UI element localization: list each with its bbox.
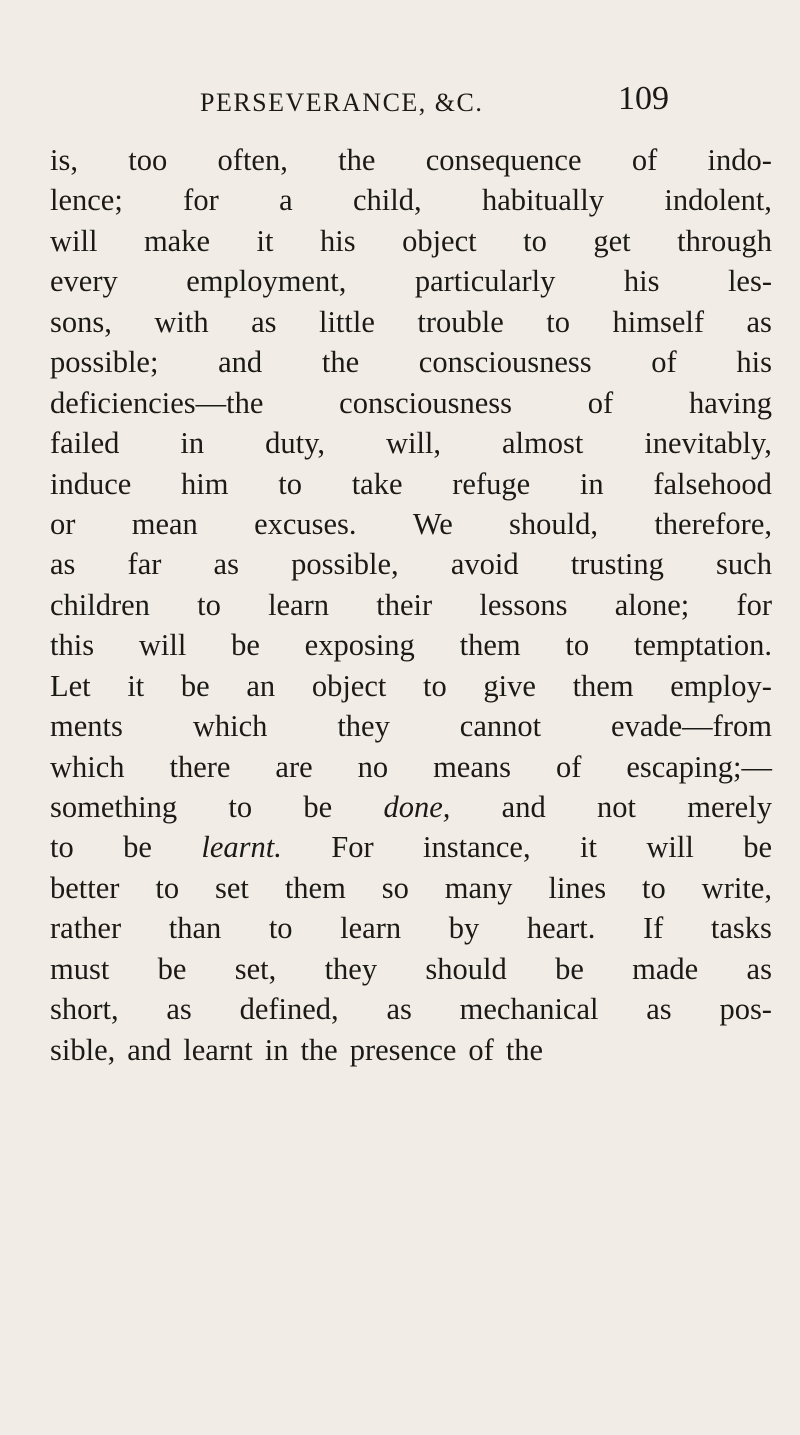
word: possible; (50, 345, 159, 380)
text-line (50, 989, 772, 1029)
word: avoid (450, 547, 519, 582)
word: himself (612, 304, 704, 339)
word: should, (509, 506, 599, 541)
word: as (251, 304, 277, 339)
word: not (597, 790, 636, 824)
word: therefore, (654, 506, 772, 541)
word: is, (50, 143, 78, 177)
word: of (651, 345, 677, 380)
word: mean (131, 506, 198, 541)
word: many (444, 870, 513, 905)
word: almost (502, 426, 584, 461)
word: duty, (265, 426, 325, 461)
word: such (716, 547, 772, 582)
word: consciousness (339, 385, 512, 420)
word: them (284, 870, 346, 905)
text-line (50, 383, 772, 423)
word: it (579, 830, 597, 865)
text-line (50, 787, 772, 827)
word: sible, (50, 1032, 116, 1067)
word: les- (727, 264, 772, 299)
word: something (50, 790, 178, 824)
word: their (376, 587, 433, 622)
word: ments (50, 709, 123, 744)
word: as (746, 951, 772, 986)
word: means (433, 749, 511, 784)
word: him (181, 466, 229, 501)
word: merely (687, 790, 772, 824)
word: which (192, 709, 268, 744)
word: pos- (719, 992, 772, 1027)
text-line (50, 464, 772, 504)
word: set (215, 870, 249, 905)
word: particularly (414, 264, 556, 299)
word: indo- (707, 143, 772, 177)
word: them (459, 628, 521, 663)
word: little (318, 304, 375, 339)
word: an (246, 668, 276, 703)
word: are (275, 749, 313, 784)
word: which (50, 749, 125, 784)
word: and (218, 345, 263, 380)
word: of (587, 385, 614, 420)
word: short, (50, 992, 119, 1027)
word: evade—from (611, 709, 772, 744)
word: the (300, 1032, 338, 1067)
word: be (231, 628, 260, 663)
word: they (324, 951, 378, 986)
page-header (0, 82, 800, 132)
word: be (303, 790, 333, 824)
text-line (50, 140, 772, 180)
word: be (157, 951, 187, 986)
word: take (351, 466, 403, 501)
word: heart. (526, 911, 596, 946)
word: set, (234, 951, 277, 986)
text-line (50, 261, 772, 301)
word: his (736, 345, 772, 380)
word: for (183, 183, 219, 218)
word: there (169, 749, 231, 784)
word: will (50, 223, 98, 258)
word: made (632, 951, 699, 986)
word: through (677, 223, 772, 258)
word: presence (349, 1032, 457, 1067)
word: a (279, 183, 293, 218)
word: object (311, 668, 387, 703)
word: to (423, 668, 447, 703)
word: trouble (417, 304, 504, 339)
word: of (468, 1032, 494, 1067)
word: Let (50, 668, 91, 703)
word: mechanical (459, 992, 599, 1027)
italic-word: done, (383, 790, 451, 824)
word: in (579, 466, 604, 501)
text-line (50, 1030, 772, 1070)
word: having (688, 385, 772, 420)
word: or (50, 506, 76, 541)
word: child, (353, 183, 422, 218)
word: tasks (710, 911, 772, 946)
page-number: 109 (618, 80, 669, 117)
word: better (50, 870, 120, 905)
word: it (127, 668, 145, 703)
word: possible, (291, 547, 399, 582)
word: the (505, 1032, 544, 1067)
word: will, (385, 426, 442, 461)
word: be (555, 951, 584, 986)
word: of (631, 143, 658, 177)
word: learnt (183, 1032, 253, 1067)
word: be (180, 668, 210, 703)
word: must (50, 951, 110, 986)
word: will (138, 628, 187, 663)
word: the (321, 345, 360, 380)
word: by (448, 911, 480, 946)
word: indolent, (664, 183, 772, 218)
word: as (213, 547, 239, 582)
text-line (50, 747, 772, 787)
word: as (746, 304, 772, 339)
word: to (278, 466, 302, 501)
word: than (168, 911, 222, 946)
word: and (501, 790, 546, 824)
word: to (642, 870, 666, 905)
word: get (593, 223, 631, 258)
word: refuge (452, 466, 531, 501)
text-line (50, 585, 772, 625)
word: temptation. (633, 628, 772, 663)
word: inevitably, (644, 426, 772, 461)
word: deficiencies—the (50, 385, 264, 420)
text-line (50, 706, 772, 746)
word: consequence (425, 143, 582, 177)
text-line (50, 666, 772, 706)
word: alone; (614, 587, 690, 622)
word: his (623, 264, 660, 299)
text-line (50, 625, 772, 665)
word: as (646, 992, 672, 1027)
word: be (123, 830, 152, 865)
word: instance, (423, 830, 531, 865)
word: lence; (50, 183, 123, 218)
text-line (50, 302, 772, 342)
word: with (154, 304, 209, 339)
word: trusting (570, 547, 664, 582)
word: children (50, 587, 150, 622)
text-line (50, 949, 772, 989)
word: as (386, 992, 412, 1027)
word: If (643, 911, 664, 946)
word: excuses. (254, 506, 357, 541)
text-line (50, 504, 772, 544)
text-line (50, 342, 772, 382)
word: cannot (459, 709, 542, 744)
text-line (50, 908, 772, 948)
word: the (338, 143, 376, 177)
word: every (50, 264, 118, 299)
word: induce (50, 466, 132, 501)
word: escaping;— (626, 749, 772, 784)
word: in (180, 426, 205, 461)
word: to (228, 790, 253, 824)
word: to (268, 911, 293, 946)
word: We (412, 506, 453, 541)
word: it (256, 223, 274, 258)
word: write, (701, 870, 772, 905)
word: in (264, 1032, 289, 1067)
body-text (50, 140, 772, 1070)
text-line (50, 868, 772, 908)
word: too (128, 143, 168, 177)
word: consciousness (418, 345, 592, 380)
word: defined, (239, 992, 339, 1027)
word: to (523, 223, 547, 258)
word: often, (217, 143, 288, 177)
word: will (646, 830, 694, 865)
word: lessons (479, 587, 568, 622)
word: exposing (304, 628, 415, 663)
word: to (197, 587, 221, 622)
word: for (736, 587, 772, 622)
word: rather (50, 911, 122, 946)
word: For (331, 830, 374, 865)
word: employ- (670, 668, 772, 703)
word: far (127, 547, 162, 582)
word: give (483, 668, 536, 703)
word: as (166, 992, 192, 1027)
text-line (50, 180, 772, 220)
word: so (381, 870, 409, 905)
word: his (319, 223, 356, 258)
word: to (155, 870, 180, 905)
word: they (337, 709, 390, 744)
word: no (357, 749, 389, 784)
text-line (50, 827, 772, 867)
word: to (565, 628, 590, 663)
word: make (143, 223, 211, 258)
word: to (546, 304, 571, 339)
word: failed (50, 426, 120, 461)
word: learn (268, 587, 330, 622)
word: this (50, 628, 95, 663)
text-line (50, 221, 772, 261)
word: sons, (50, 304, 112, 339)
word: be (743, 830, 772, 865)
word: learn (340, 911, 402, 946)
word: object (402, 223, 477, 258)
running-title: PERSEVERANCE, &C. (200, 88, 484, 117)
text-line (50, 423, 772, 463)
word: and (127, 1032, 172, 1067)
word: should (425, 951, 507, 986)
text-line (50, 544, 772, 584)
word: them (572, 668, 634, 703)
word: of (555, 749, 582, 784)
word: lines (548, 870, 607, 905)
word: employment, (186, 264, 347, 299)
italic-word: learnt. (201, 830, 282, 865)
word: as (50, 547, 76, 582)
word: habitually (482, 183, 604, 218)
word: to (50, 830, 74, 865)
word: falsehood (653, 466, 772, 501)
